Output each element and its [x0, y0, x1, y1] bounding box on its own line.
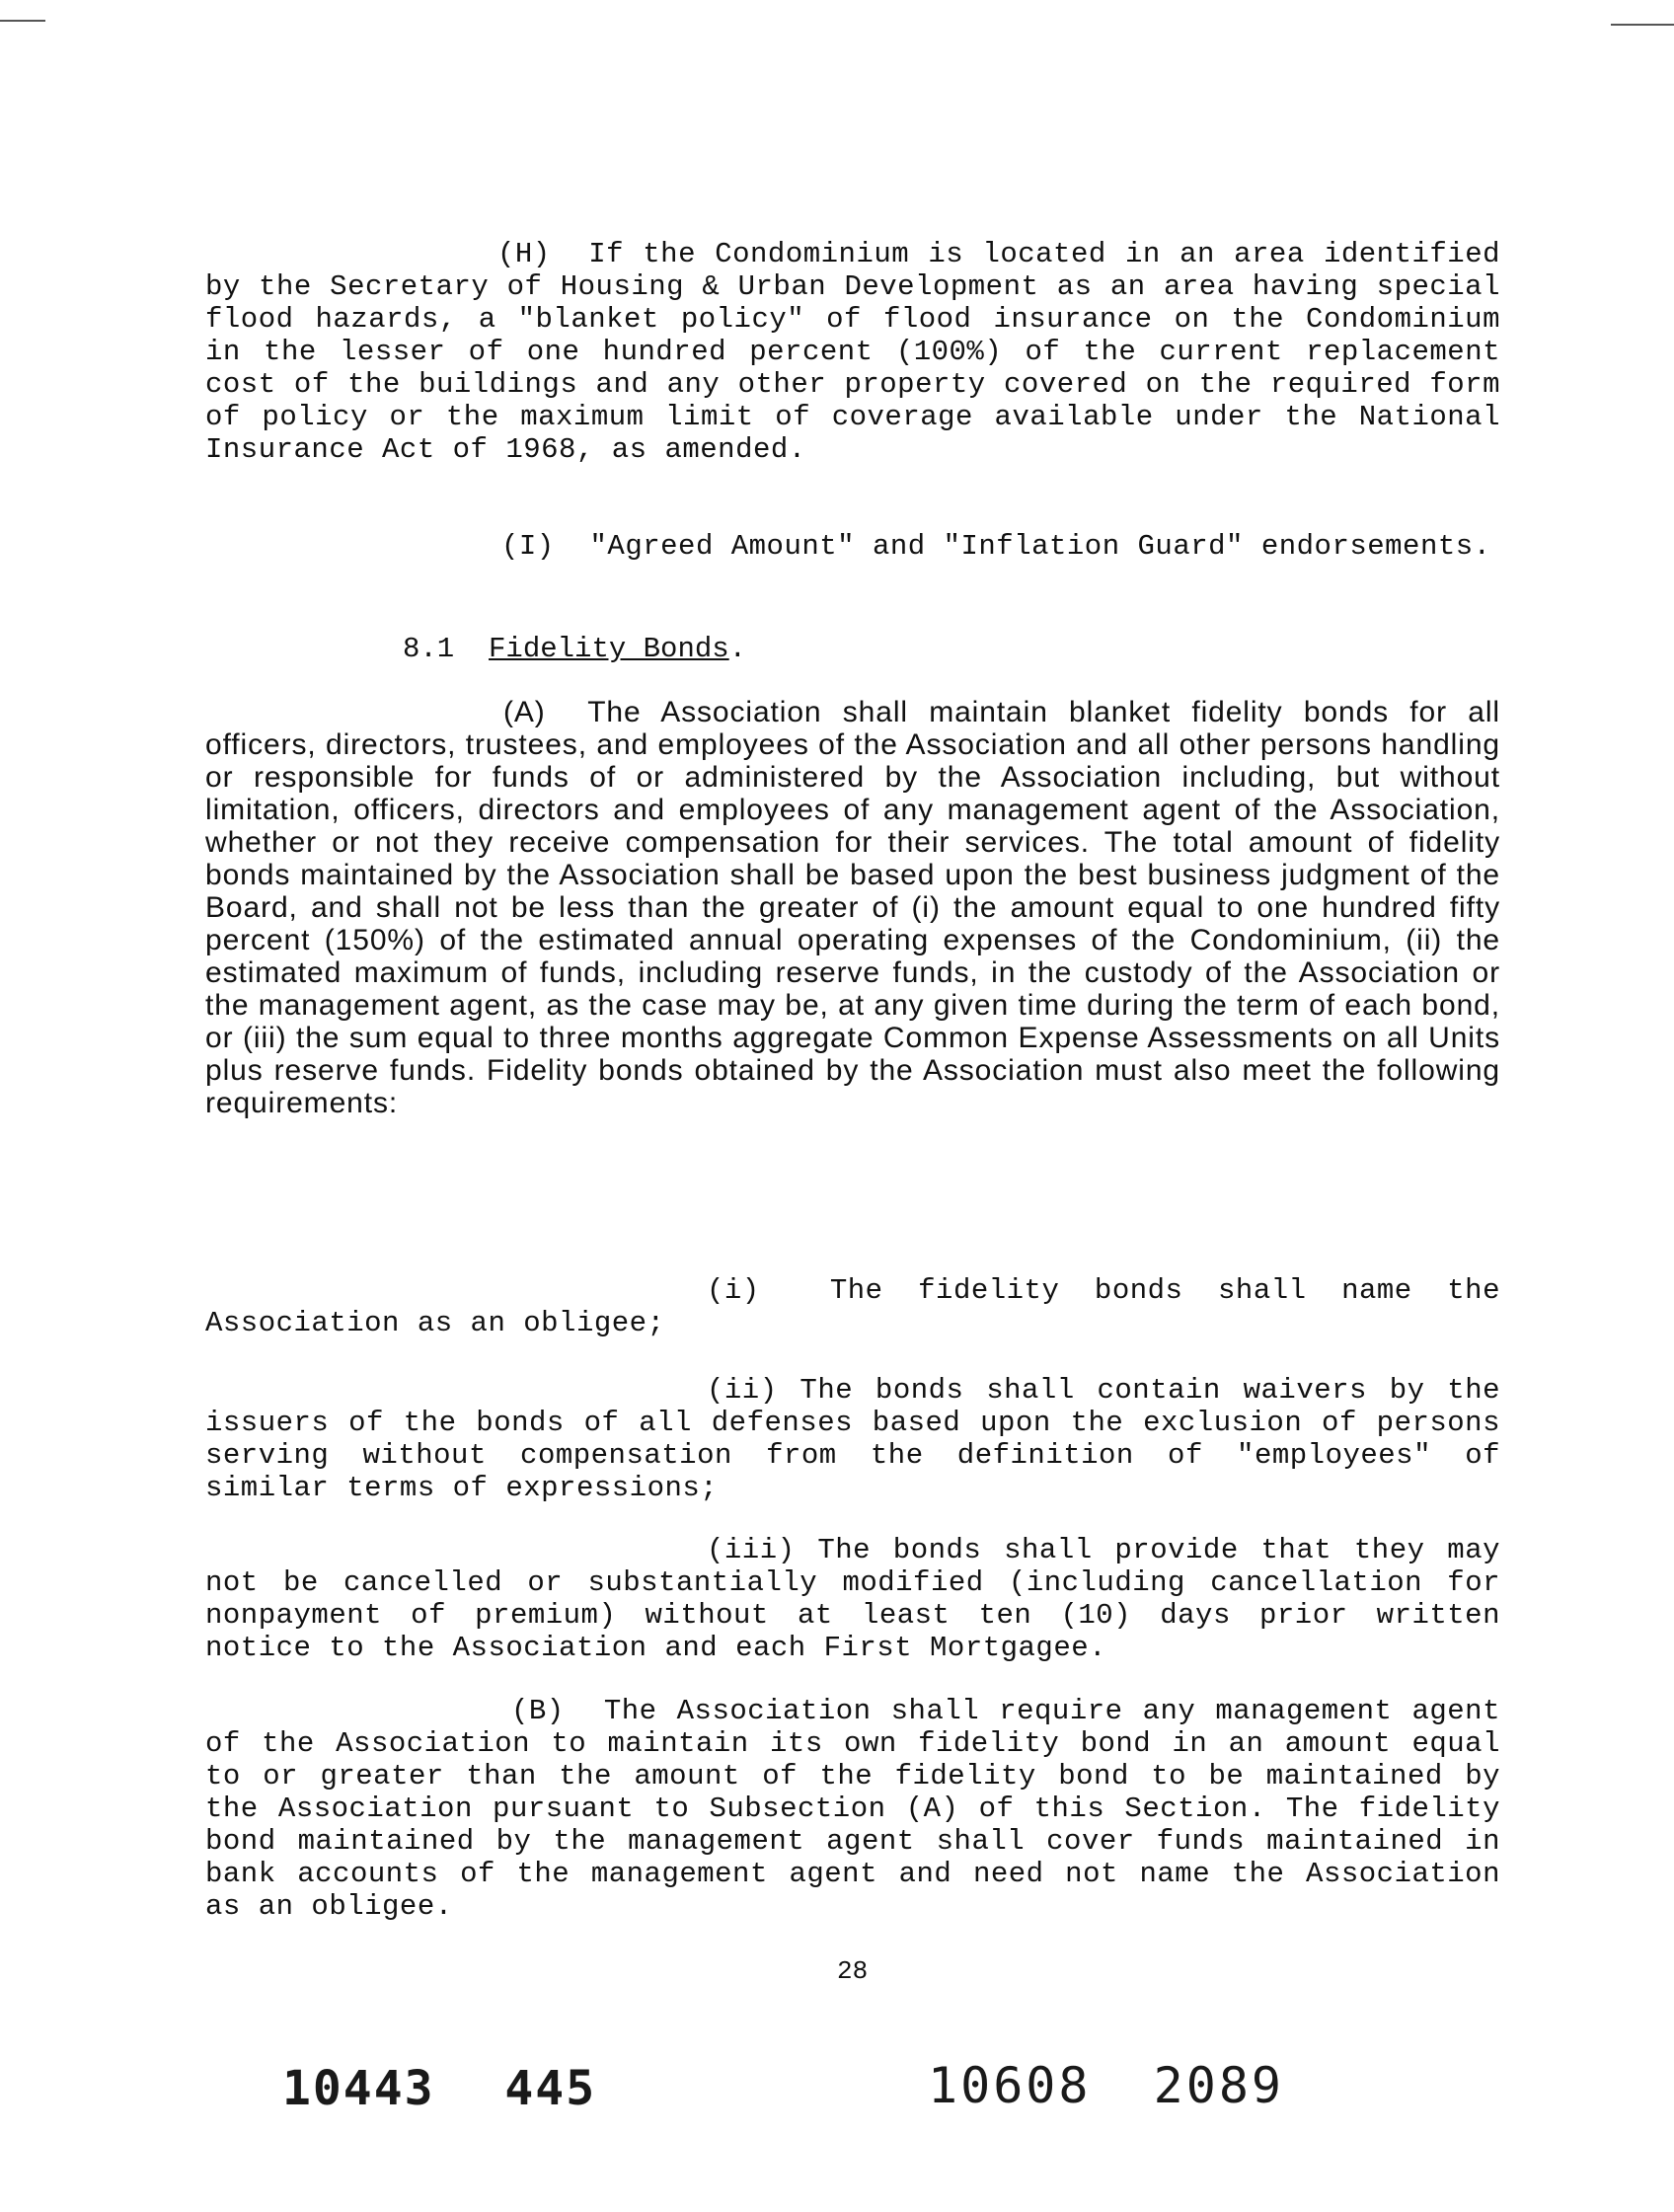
section-number: 8.1: [403, 633, 455, 665]
paragraph-i: [205, 530, 1500, 563]
book-page-stamp-right: 10608 2089: [928, 2057, 1285, 2114]
paragraph-b-marker: (B): [511, 1695, 565, 1727]
subparagraph-i-text: The fidelity bonds shall name the Association as an obligee;: [205, 1274, 1500, 1339]
subparagraph-iii-text: The bonds shall provide that they may not be cancelled or substantially modified (including cancellation for nonpayment of premium) without at least ten (10) days prior written notice to the Association and each First Mortgagee.: [205, 1534, 1501, 1664]
subparagraph-iii: [205, 1534, 1500, 1664]
subparagraph-i-marker: (i): [707, 1274, 760, 1307]
subparagraph-ii: [205, 1374, 1500, 1504]
subparagraph-i: [205, 1274, 1500, 1339]
section-heading: [403, 633, 746, 665]
subparagraph-ii-text: The bonds shall contain waivers by the issuers of the bonds of all defenses based upon the exclusion of persons serving without compensation from the definition of "employees" of similar terms of expressions;: [205, 1374, 1501, 1504]
paragraph-i-text: "Agreed Amount" and "Inflation Guard" endorsements.: [589, 530, 1491, 563]
paragraph-a-text: The Association shall maintain blanket fidelity bonds for all officers, directors, trustees, and employees of the Association and all other persons handling or responsible for funds of or administered by the Association including, but without limitation, officers, directors and employees of any management agent of the Association, whether or not they receive compensation for their services. The total amount of fidelity bonds maintained by the Association shall be based upon the best business judgment of the Board, and shall not be less than the greater of (i) the amount equal to one hundred fifty percent (150%) of the estimated annual operating expenses of the Condominium, (ii) the estimated maximum of funds, including reserve funds, in the custody of the Association or the management agent, as the case may be, at any given time during the term of each bond, or (iii) the sum equal to three months aggregate Common Expense Assessments on all Units plus reserve funds. Fidelity bonds obtained by the Association must also meet the following requirements:: [205, 696, 1500, 1119]
paragraph-b: [205, 1695, 1500, 1923]
subparagraph-iii-marker: (iii): [707, 1534, 796, 1566]
scan-edge-mark-left: [0, 20, 45, 22]
paragraph-h-text: If the Condominium is located in an area identified by the Secretary of Housing & Urban Development as an area having special flood hazards, a "blanket policy" of flood insurance on the Condominium in the lesser of one hundred percent (100%) of the current replacement cost of the buildings and any other property covered on the required form of policy or the maximum limit of coverage available under the National Insurance Act of 1968, as amended.: [205, 238, 1501, 466]
scan-edge-mark-right: [1611, 24, 1674, 26]
book-page-stamp-left: 10443 445: [282, 2061, 597, 2116]
section-title: Fidelity Bonds: [489, 633, 729, 665]
paragraph-h: [205, 238, 1500, 466]
paragraph-a-marker: (A): [503, 696, 546, 728]
paragraph-i-marker: (I): [501, 530, 555, 563]
subparagraph-ii-marker: (ii): [707, 1374, 778, 1407]
paragraph-b-text: The Association shall require any management agent of the Association to maintain its own fidelity bond in an amount equal to or greater than the amount of the fidelity bond to be maintained by the Association pursuant to Subsection (A) of this Section. The fidelity bond maintained by the management agent shall cover funds maintained in bank accounts of the management agent and need not name the Association as an obligee.: [205, 1695, 1500, 1923]
section-title-suffix: .: [728, 633, 747, 665]
paragraph-h-marker: (H): [497, 238, 551, 270]
paragraph-a: [205, 696, 1500, 1119]
page-number: 28: [837, 1956, 869, 1986]
